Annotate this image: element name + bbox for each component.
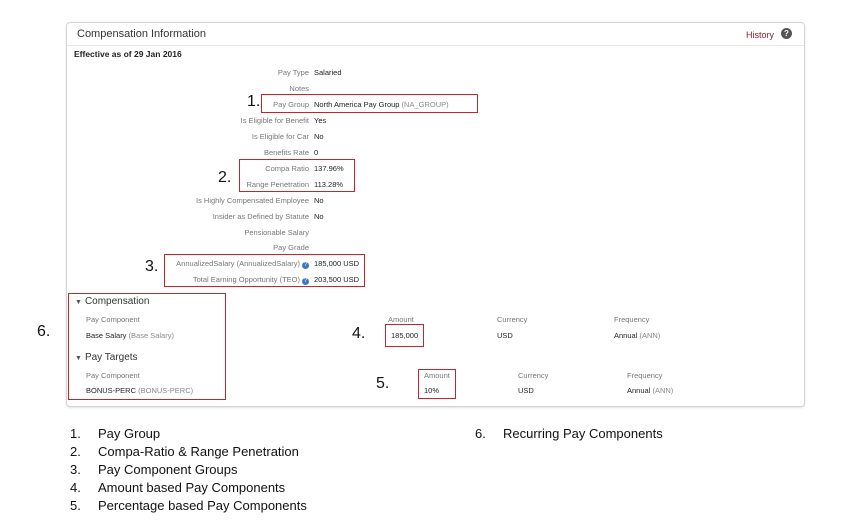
annotation-1: 1. <box>247 93 261 110</box>
annualized-salary-label: AnnualizedSalary (AnnualizedSalary) <box>176 259 300 268</box>
base-salary-currency: USD <box>497 331 513 340</box>
collapse-triangle-icon[interactable]: ▼ <box>75 299 82 306</box>
field-insider <box>67 212 804 224</box>
pay-group-name: North America Pay Group <box>314 100 400 109</box>
highlight-amount <box>385 324 424 347</box>
component-code: (Base Salary) <box>128 331 174 340</box>
field-value: 203,500 USD <box>314 275 360 284</box>
component-code: (BONUS-PERC) <box>138 386 194 395</box>
field-benefits-rate <box>67 148 804 160</box>
legend-text: Recurring Pay Components <box>503 426 663 441</box>
legend-text: Pay Group <box>98 426 161 441</box>
field-value: 185,000 USD <box>314 259 360 268</box>
field-pensionable-salary <box>67 228 804 240</box>
legend-item <box>70 444 350 460</box>
field-value: 137.96% <box>314 164 344 173</box>
base-salary-amount: 185,000 <box>391 331 419 340</box>
field-value: No <box>314 196 324 205</box>
info-icon[interactable]: ? <box>303 262 308 268</box>
field-label: Benefits Rate <box>263 148 309 157</box>
field-eligible-benefit <box>67 116 804 128</box>
legend-text: Amount based Pay Components <box>98 480 286 495</box>
card-header <box>67 23 804 46</box>
legend-number: 5. <box>70 498 81 513</box>
amount-header: Amount <box>424 371 450 380</box>
legend-item <box>70 480 350 496</box>
legend-item <box>475 426 755 442</box>
legend-text: Compa-Ratio & Range Penetration <box>98 444 299 459</box>
legend-item <box>70 462 350 478</box>
frequency-header: Frequency <box>627 371 663 380</box>
legend-text: Pay Component Groups <box>98 462 238 477</box>
highlight-compa-range <box>239 159 355 192</box>
bonus-currency: USD <box>518 386 534 395</box>
effective-date: Effective as of 29 Jan 2016 <box>74 49 182 59</box>
frequency-code: (ANN) <box>652 386 674 395</box>
help-icon[interactable]: ? <box>781 28 792 39</box>
field-highly-compensated <box>67 196 804 208</box>
compensation-title-text: Compensation <box>84 296 150 307</box>
field-label: Is Eligible for Benefit <box>240 116 309 125</box>
pay-component-label: Pay Component <box>86 315 140 324</box>
field-label: Notes <box>289 84 309 93</box>
highlight-percentage <box>418 369 456 399</box>
bonus-amount: 10% <box>424 386 440 395</box>
amount-header: Amount <box>388 315 414 324</box>
field-label: Compa Ratio <box>265 164 309 173</box>
highlight-pay-group <box>261 94 478 113</box>
field-eligible-car <box>67 132 804 144</box>
frequency-text: Annual <box>627 386 651 395</box>
field-label: Is Highly Compensated Employee <box>196 196 309 205</box>
field-label: Pensionable Salary <box>244 228 309 237</box>
field-label: Range Penetration <box>246 180 309 189</box>
bonus-frequency <box>627 386 673 395</box>
annotation-5: 5. <box>376 375 390 392</box>
legend-item <box>70 426 350 442</box>
field-compa-ratio <box>67 164 804 176</box>
legend-number: 6. <box>475 426 486 441</box>
currency-header: Currency <box>518 371 549 380</box>
legend-text: Percentage based Pay Components <box>98 498 307 513</box>
legend-item <box>70 498 350 514</box>
pay-targets-title-text: Pay Targets <box>84 352 138 363</box>
base-salary-frequency <box>614 331 660 340</box>
legend-number: 3. <box>70 462 81 477</box>
highlight-annualized <box>164 254 365 287</box>
pay-component-label: Pay Component <box>86 371 140 380</box>
field-value: Yes <box>314 116 327 125</box>
field-value: No <box>314 212 324 221</box>
pay-group-code: (NA_GROUP) <box>401 100 449 109</box>
collapse-triangle-icon[interactable]: ▼ <box>75 355 82 362</box>
field-value: No <box>314 132 324 141</box>
teo-label: Total Earning Opportunity (TEO) <box>192 275 300 284</box>
annotation-3: 3. <box>145 258 159 275</box>
legend-number: 4. <box>70 480 81 495</box>
annotation-2: 2. <box>218 169 232 186</box>
legend-number: 1. <box>70 426 81 441</box>
field-label: Pay Type <box>277 68 309 77</box>
info-icon[interactable]: ? <box>303 278 308 284</box>
legend-number: 2. <box>70 444 81 459</box>
component-name: BONUS-PERC <box>86 386 137 395</box>
field-label: Pay Grade <box>273 243 309 252</box>
field-value: Salaried <box>314 68 342 77</box>
field-label: Insider as Defined by Statute <box>212 212 309 221</box>
frequency-text: Annual <box>614 331 638 340</box>
history-link[interactable]: History <box>745 30 774 40</box>
field-label: Pay Group <box>273 100 309 109</box>
field-range-penetration <box>67 180 804 192</box>
field-pay-type <box>67 68 804 80</box>
card-title: Compensation Information <box>77 28 207 40</box>
annotation-6: 6. <box>37 323 51 340</box>
component-name: Base Salary <box>86 331 127 340</box>
field-label: Is Eligible for Car <box>251 132 309 141</box>
frequency-header: Frequency <box>614 315 650 324</box>
field-value: 0 <box>314 148 319 157</box>
highlight-pay-component-groups <box>68 293 226 400</box>
field-value: 113.28% <box>314 180 344 189</box>
currency-header: Currency <box>497 315 528 324</box>
frequency-code: (ANN) <box>639 331 661 340</box>
annotation-4: 4. <box>352 325 366 342</box>
